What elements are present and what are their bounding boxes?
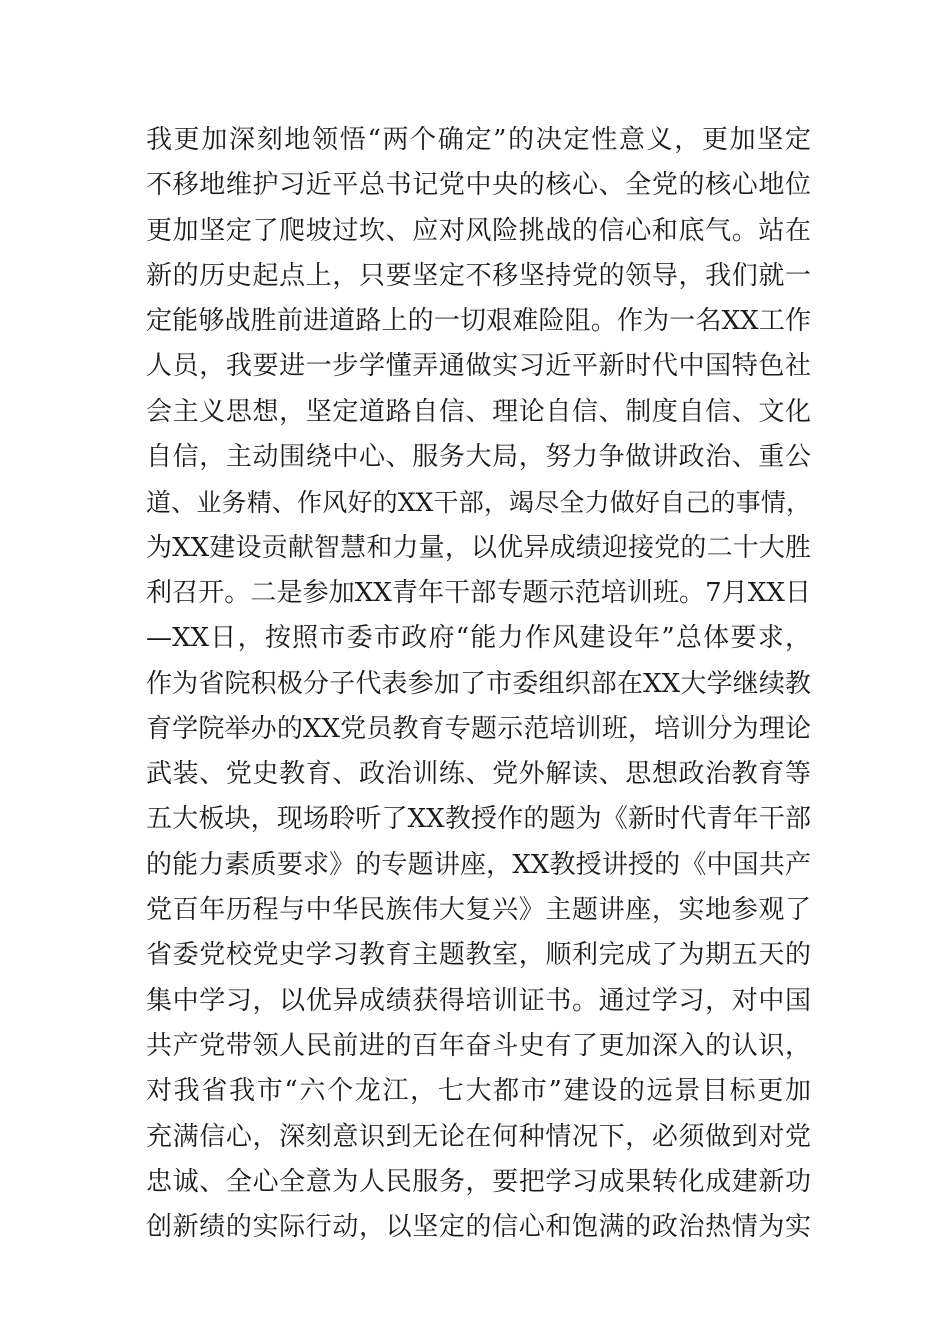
text-line: 新的历史起点上，只要坚定不移坚持党的领导，我们就一 [146, 260, 811, 291]
text-line: 为XX建设贡献智慧和力量，以优异成绩迎接党的二十大胜 [146, 532, 811, 563]
text-line: 人员，我要进一步学懂弄通做实习近平新时代中国特色社 [146, 351, 811, 382]
text-line: 创新绩的实际行动，以坚定的信心和饱满的政治热情为实 [146, 1212, 811, 1243]
text-line: 更加坚定了爬坡过坎、应对风险挑战的信心和底气。站在 [146, 215, 811, 246]
text-line: 不移地维护习近平总书记党中央的核心、全党的核心地位 [146, 170, 811, 201]
text-line: 充满信心，深刻意识到无论在何种情况下，必须做到对党 [146, 1121, 811, 1152]
text-line: 对我省我市“六个龙江，七大都市”建设的远景目标更加 [146, 1076, 811, 1107]
text-line: 武装、党史教育、政治训练、党外解读、思想政治教育等 [146, 759, 811, 790]
text-line: 五大板块，现场聆听了XX教授作的题为《新时代青年干部 [146, 804, 811, 835]
text-line: 集中学习，以优异成绩获得培训证书。通过学习，对中国 [146, 985, 811, 1016]
text-line: 利召开。二是参加XX青年干部专题示范培训班。7月XX日 [146, 577, 811, 608]
text-line: —XX日，按照市委市政府“能力作风建设年”总体要求， [146, 623, 811, 654]
text-line: 省委党校党史学习教育主题教室，顺利完成了为期五天的 [146, 940, 811, 971]
text-line: 育学院举办的XX党员教育专题示范培训班，培训分为理论 [146, 713, 811, 744]
text-line: 自信，主动围绕中心、服务大局，努力争做讲政治、重公 [146, 442, 811, 473]
text-line: 作为省院积极分子代表参加了市委组织部在XX大学继续教 [146, 668, 811, 699]
text-line: 会主义思想，坚定道路自信、理论自信、制度自信、文化 [146, 396, 811, 427]
text-line: 忠诚、全心全意为人民服务，要把学习成果转化成建新功 [146, 1166, 811, 1197]
text-line: 共产党带领人民前进的百年奋斗史有了更加深入的认识， [146, 1030, 811, 1061]
text-line: 道、业务精、作风好的XX干部，竭尽全力做好自己的事情， [146, 488, 811, 518]
text-line: 的能力素质要求》的专题讲座，XX教授讲授的《中国共产 [146, 849, 811, 880]
text-line: 党百年历程与中华民族伟大复兴》主题讲座，实地参观了 [146, 895, 811, 926]
body-paragraph [146, 118, 811, 1250]
text-line: 我更加深刻地领悟“两个确定”的决定性意义，更加坚定 [146, 125, 811, 155]
text-line: 定能够战胜前进道路上的一切艰难险阻。作为一名XX工作 [146, 306, 811, 337]
